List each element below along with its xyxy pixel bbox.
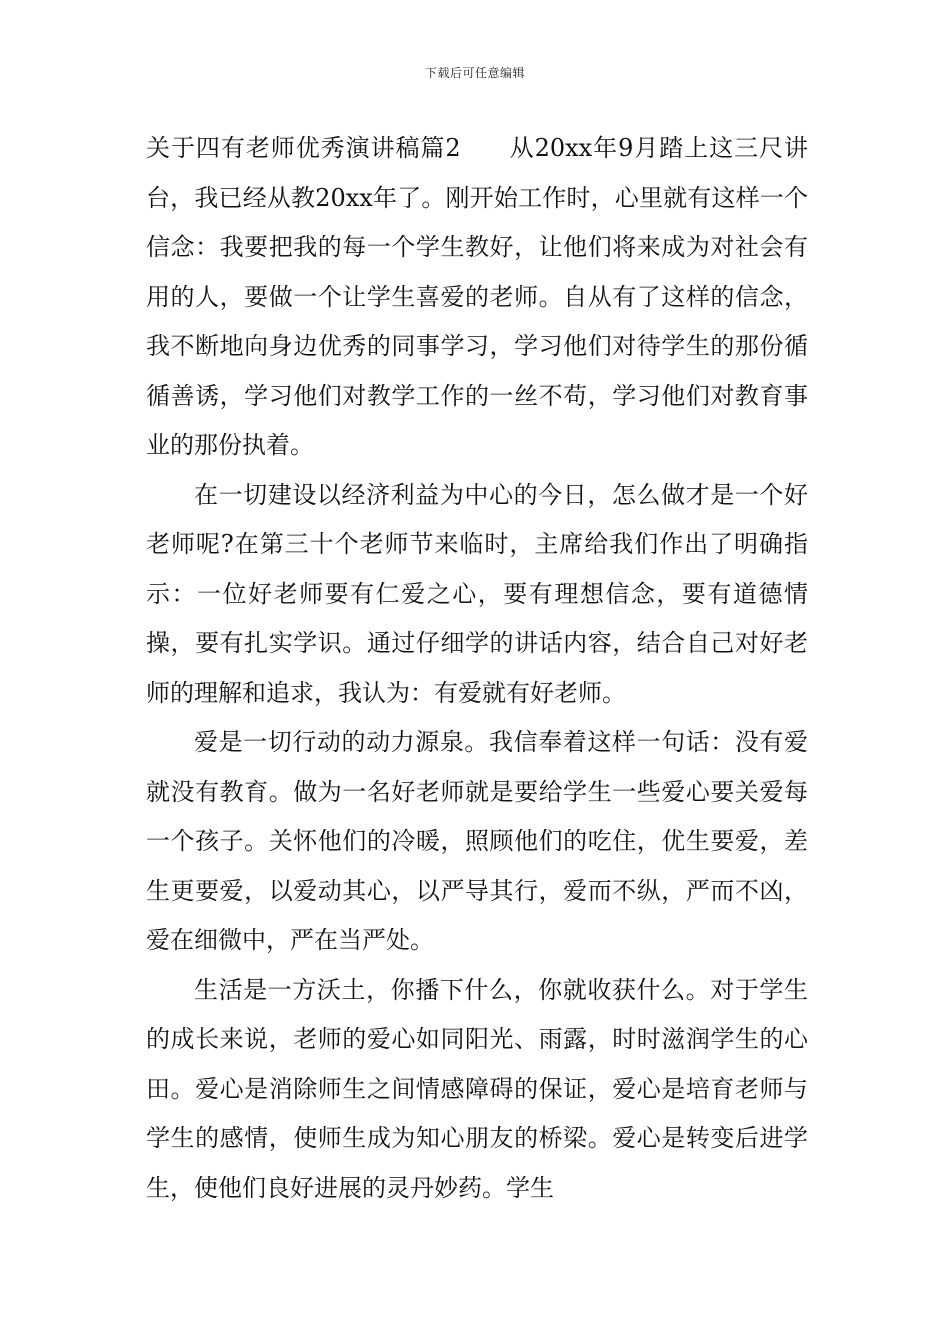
document-body: [146, 124, 808, 1213]
paragraph-4: 生活是一方沃土，你播下什么，你就收获什么。对于学生的成长来说，老师的爱心如同阳光、雨露，时时滋润学生的心田。爱心是消除师生之间情感障碍的保证，爱心是培育老师与学生的感情，使师生成为知心朋友的桥梁。爱心是转变后进学生，使他们良好进展的灵丹妙药。学生: [146, 975, 808, 1202]
paragraph-2: 在一切建设以经济利益为中心的今日，怎么做才是一个好老师呢?在第三十个老师节来临时，主席给我们作出了明确指示：一位好老师要有仁爱之心，要有理想信念，要有道德情操，要有扎实学识。通过仔细学的讲话内容，结合自己对好老师的理解和追求，我认为：有爱就有好老师。: [146, 480, 808, 707]
page-header: 下载后可任意编辑: [424, 66, 525, 80]
paragraph-3: 爱是一切行动的动力源泉。我信奉着这样一句话：没有爱就没有教育。做为一名好老师就是要给学生一些爱心要关爱每一个孩子。关怀他们的冷暖，照顾他们的吃住，优生要爱，差生更要爱，以爱动其心，以严导其行，爱而不纵，严而不凶，爱在细微中，严在当严处。: [146, 728, 808, 954]
paragraph-1: [146, 124, 808, 471]
document-title: 关于四有老师优秀演讲稿篇2: [146, 134, 461, 162]
paragraph-1-text: 从20xx年9月踏上这三尺讲台，我已经从教20xx年了。刚开始工作时，心里就有这样一个信念：我要把我的每一个学生教好，让他们将来成为对社会有用的人，要做一个让学生喜爱的老师。自从有了这样的信念，我不断地向身边优秀的同事学习，学习他们对待学生的那份循循善诱，学习他们对教学工作的一丝不苟，学习他们对教育事业的那份执着。: [146, 134, 808, 459]
